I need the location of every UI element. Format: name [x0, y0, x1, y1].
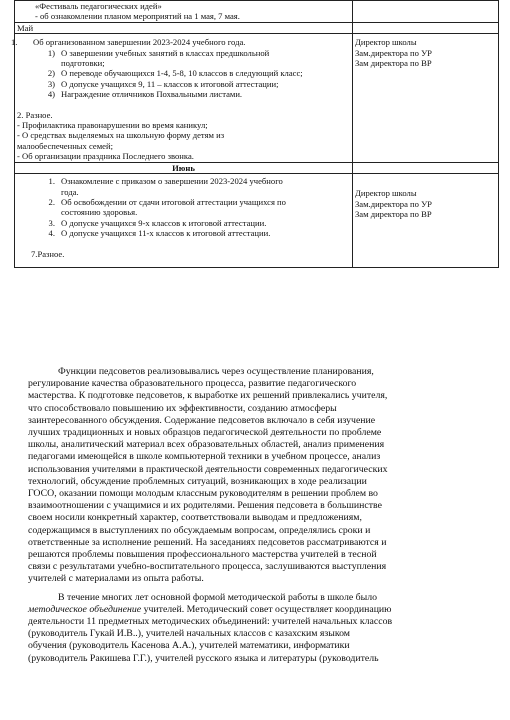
paragraph-line: что способствовало повышению их эффективности, созданию атмосферы	[28, 402, 337, 414]
table-cell-topics	[15, 174, 353, 268]
table-cell-empty	[353, 162, 499, 173]
list-number: 1.	[48, 176, 55, 187]
list-text: Об организованном завершении 2023-2024 учебного года.	[33, 37, 246, 48]
responsible-line: Зам.директора по УР	[355, 47, 432, 58]
paragraph-line: ГОСО, оказании помощи молодым классным руководителям в решении проблем во	[28, 488, 378, 500]
paragraph-line: педагогами имеющейся в школе компьютерной техники в учебном процессе, анализ	[28, 451, 381, 463]
list-item	[11, 37, 350, 48]
list-item	[17, 218, 350, 228]
body-text	[28, 366, 484, 665]
list-item	[17, 79, 350, 89]
list-item	[17, 176, 350, 197]
paragraph-line: мастерства. К подготовке педсоветов, к выработке их решений привлекались учителя,	[28, 390, 388, 402]
list-text: Ознакомление с приказом о завершении 2023-2024 учебного	[61, 176, 283, 187]
paragraph-line: (руководитель Гукай И.В..), учителей начальных классов с казахским языком	[28, 628, 350, 640]
list-text: Об освобождении от сдачи итоговой аттестации учащихся по	[61, 196, 286, 207]
paragraph-line: лучших традиционных и новых образцов педагогической деятельности по проблеме	[28, 427, 382, 439]
list-number: 1)	[47, 47, 55, 58]
italic-term: методическое объединение	[28, 603, 142, 615]
text-line: - Профилактика правонарушении во время каникул;	[17, 120, 208, 131]
responsible-line: Зам директора по ВР	[355, 208, 432, 219]
text-line: - Об организации праздника Последнего звонка.	[17, 151, 194, 162]
list-item	[17, 89, 350, 99]
list-number: 3.	[48, 217, 55, 228]
table-row-june	[15, 174, 499, 268]
list-text: О допуске учащихся 11-х классов к итоговой аттестации.	[61, 228, 271, 239]
list-text: Награждение отличников Похвальными листами.	[61, 89, 243, 100]
month-label-june: Июнь	[15, 162, 353, 173]
list-text: подготовки;	[61, 58, 105, 69]
paragraph-line: В течение многих лет основной формой методической работы в школе было	[58, 591, 377, 603]
paragraph-line: деятельности 11 предметных методических объединений: учителей начальных классов	[28, 616, 393, 628]
paragraph-line: обучения (руководитель Касенова А.А.), учителей математики, информатики	[28, 640, 350, 652]
paragraph-line: регулирование качества образовательного процесса, развитие педагогического	[28, 378, 357, 390]
section-title-other: 2. Разное.	[17, 109, 53, 120]
paragraph-line: заинтересованного обсуждения. Содержание педсоветов включало в себя изучение	[28, 414, 376, 426]
list-number: 4)	[47, 89, 55, 100]
text-line: «Фестиваль педагогических идей»	[35, 1, 162, 11]
paragraph-line: ответственные за исполнение решений. На заседаниях педсоветов рассматриваются и	[28, 536, 387, 548]
month-label-may: Май	[15, 22, 353, 33]
list-item	[17, 68, 350, 78]
table-row-may	[15, 34, 499, 162]
responsible-line: Директор школы	[355, 188, 417, 199]
list-text: О переводе обучающихся 1-4, 5-8, 10 классов в следующий класс;	[61, 68, 303, 79]
text-line: малообеспеченных семей;	[17, 140, 113, 151]
table-cell-responsible	[353, 174, 499, 268]
paragraph-line: (руководитель Ракишева Г.Г.), учителей русского языка и литературы (руководитель	[28, 652, 379, 664]
paragraph-line: своем носили конкретный характер, соответствовали выводам и предложениям,	[28, 512, 362, 524]
list-text: О допуске учащихся 9-х классов к итоговой аттестации.	[61, 217, 267, 228]
list-text: О завершении учебных занятий в классах предшкольной	[61, 47, 270, 58]
list-item	[17, 228, 350, 238]
responsible-line: Зам директора по ВР	[355, 58, 432, 69]
paragraph-line: содержащимся в выступлениях по обсуждаемым вопросам, определялись сроки и	[28, 524, 371, 536]
paragraph-line: решаются проблемы повышения профессионального мастерства учителей в тесной	[28, 549, 377, 561]
list-item	[17, 48, 350, 69]
paragraph-line: связи с результатами учебно-воспитательного процесса, заслушиваются выступления	[28, 561, 387, 573]
paragraph-line: технологий, обсуждение проблемных ситуаций, возникающих в ходе реализации	[28, 475, 367, 487]
table-cell-topics	[15, 1, 353, 23]
paragraph-line: Функции педсоветов реализовывались через осуществление планирования,	[58, 366, 374, 377]
pedagogical-council-plan-table	[11, 0, 499, 268]
paragraph-line: взаимоотношении с учащимися и их родителями. Решения педсовета в большинстве	[28, 500, 382, 512]
responsible-line: Зам.директора по УР	[355, 198, 432, 209]
list-number: 3)	[47, 78, 55, 89]
paragraph-line	[28, 604, 484, 616]
list-text: года.	[61, 186, 79, 197]
section-title-other: 7.Разное.	[31, 248, 65, 259]
table-cell-responsible	[353, 1, 499, 23]
table-cell-responsible	[353, 34, 499, 162]
list-number: 4.	[48, 228, 55, 239]
text-line: - об ознакомлении планом мероприятий на 1 мая, 7 мая.	[35, 11, 240, 22]
table-row	[15, 1, 499, 23]
paragraph-line: использования учителями в практической деятельности современных педагогических	[28, 463, 388, 475]
paragraph-line: школы, аналитический материал всех образовательных областей, анализ применения	[28, 439, 385, 451]
list-number: 2)	[47, 68, 55, 79]
paragraph-text: учителей. Методический совет осуществляет координацию	[141, 603, 392, 615]
table-row-month-june	[15, 162, 499, 173]
paragraph-line: учителей с материалами из опыта работы.	[28, 573, 204, 585]
responsible-line: Директор школы	[355, 37, 417, 48]
list-item	[17, 197, 350, 218]
table-cell-empty	[353, 22, 499, 33]
list-text: О допуске учащихся 9, 11 – классов к итоговой аттестации;	[61, 78, 279, 89]
list-text: состоянию здоровья.	[61, 207, 138, 218]
list-number: 1.	[11, 37, 18, 48]
table-cell-topics	[11, 34, 353, 162]
list-number: 2.	[48, 196, 55, 207]
text-line: - О средствах выделяемых на школьную форму детям из	[17, 130, 225, 141]
table-row-month-may	[15, 22, 499, 33]
